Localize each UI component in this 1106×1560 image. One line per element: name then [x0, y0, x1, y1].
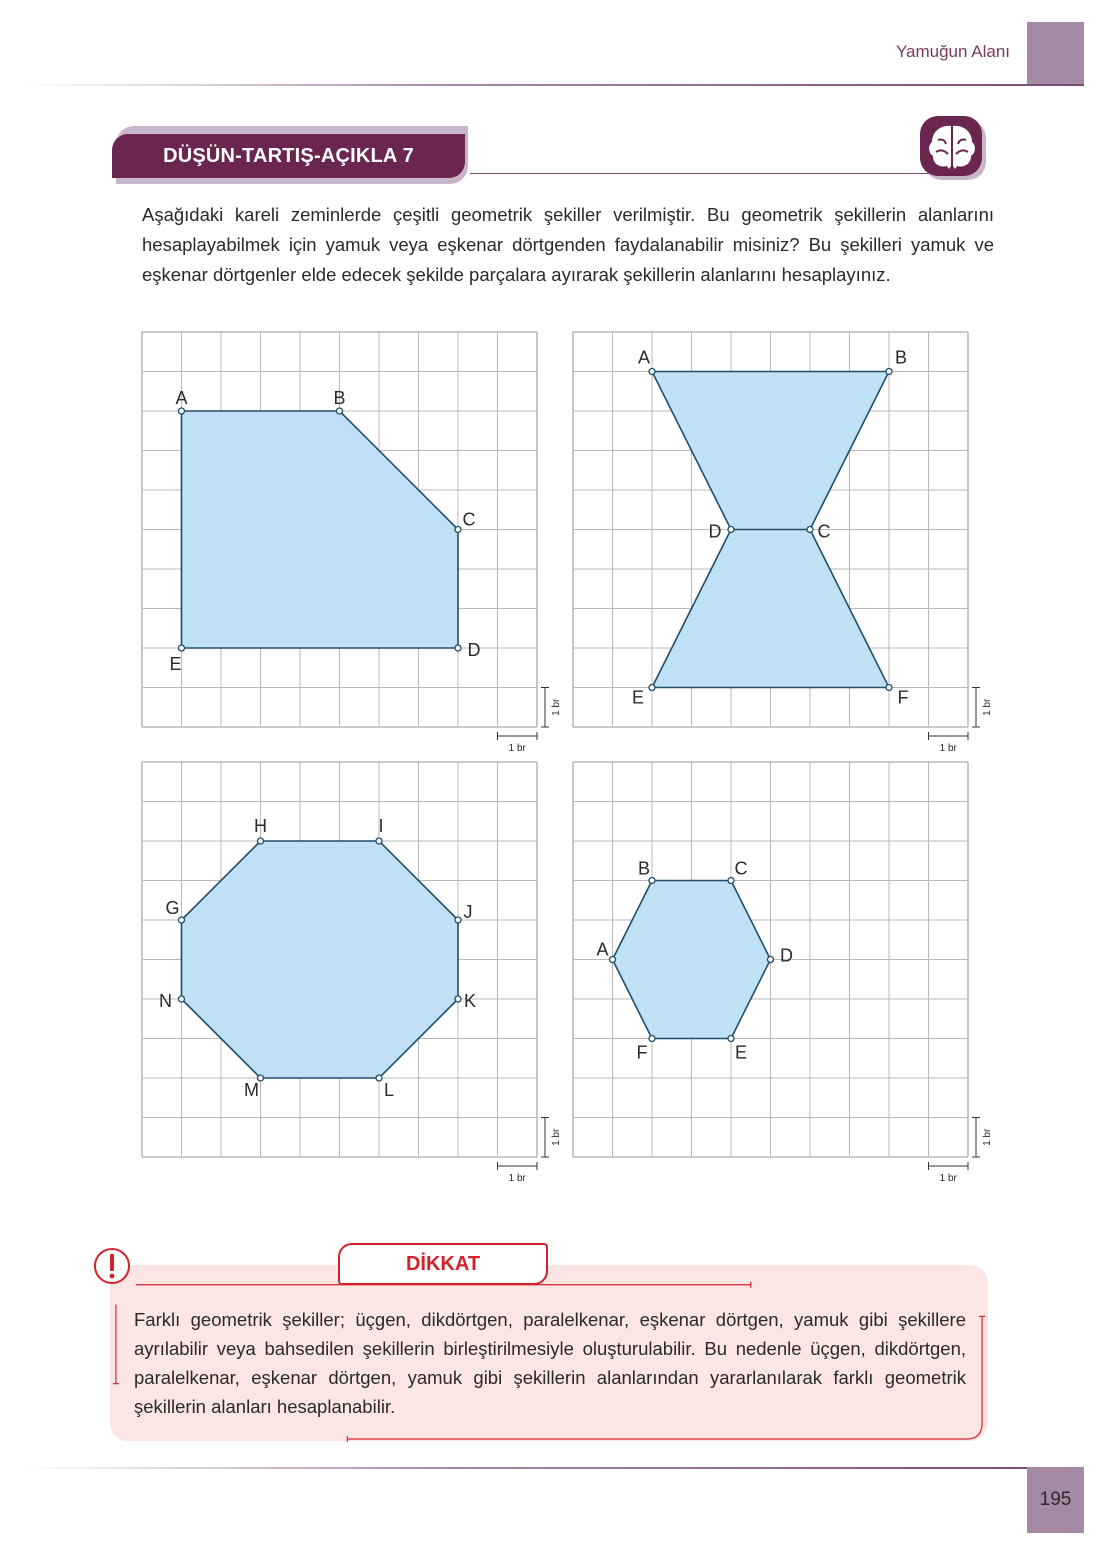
- unit-indicator: [929, 688, 981, 741]
- hexagon-shape: [613, 881, 771, 1039]
- vertex-label-B: B: [637, 858, 651, 879]
- vertex-label-A: A: [175, 388, 188, 408]
- section-divider: [470, 173, 940, 174]
- exclamation-icon: [92, 1246, 132, 1286]
- vertex-C: [728, 878, 734, 884]
- vertex-label-F: F: [636, 1042, 648, 1063]
- vertex-E: [179, 645, 185, 651]
- intro-paragraph: Aşağıdaki kareli zeminlerde çeşitli geometrik şekiller verilmiştir. Bu geometrik şekillerin alanlarını hesaplayabilmek için yamuk veya eşkenar dörtgenden faydalanabilir misiniz? Bu şekilleri yamuk ve eşkenar dörtgenler elde edecek şekilde parçalara ayırarak şekillerin alanlarını hesaplayınız.: [142, 204, 994, 285]
- vertex-D: [455, 645, 461, 651]
- octagon-shape: [182, 841, 459, 1078]
- vertex-label-C: C: [462, 509, 476, 530]
- vertex-B: [337, 408, 343, 414]
- vertex-label-J: J: [463, 902, 473, 922]
- vertex-L: [376, 1075, 382, 1081]
- grid-figure-octagon: [130, 750, 570, 1190]
- vertex-K: [455, 996, 461, 1002]
- vertex-label-D: D: [467, 640, 481, 660]
- unit-label-vertical: 1 br: [982, 698, 993, 716]
- grid-figure-hourglass: [561, 320, 1001, 760]
- vertex-E: [728, 1036, 734, 1042]
- vertex-C: [807, 527, 813, 533]
- vertex-label-K: K: [463, 991, 477, 1011]
- vertex-label-D: D: [780, 945, 793, 966]
- vertex-B: [886, 369, 892, 375]
- vertex-A: [649, 369, 655, 375]
- vertex-D: [728, 527, 734, 533]
- dikkat-title: DİKKAT: [338, 1243, 548, 1285]
- vertex-label-E: E: [631, 687, 645, 708]
- section-title: DÜŞÜN-TARTIŞ-AÇIKLA 7: [112, 134, 465, 178]
- unit-label-vertical: 1 br: [551, 1128, 562, 1146]
- vertex-label-B: B: [333, 388, 346, 408]
- grid-figure-hexagon: [561, 750, 1001, 1190]
- vertex-label-N: N: [159, 991, 172, 1011]
- unit-indicator: [929, 1118, 981, 1171]
- unit-indicator: [498, 1118, 550, 1171]
- vertex-J: [455, 917, 461, 923]
- pentagon-shape: [182, 411, 459, 648]
- vertex-label-C: C: [817, 521, 831, 542]
- vertex-label-B: B: [894, 347, 908, 368]
- header-tab: [1027, 22, 1084, 85]
- vertex-label-F: F: [897, 687, 909, 708]
- running-header: Yamuğun Alanı: [895, 42, 1010, 61]
- vertex-label-I: I: [378, 816, 384, 836]
- vertex-label-E: E: [734, 1042, 748, 1063]
- unit-label-horizontal: 1 br: [508, 743, 526, 754]
- unit-label-horizontal: 1 br: [939, 743, 957, 754]
- vertex-label-M: M: [244, 1080, 259, 1100]
- dikkat-text: Farklı geometrik şekiller; üçgen, dikdörtgen, paralelkenar, eşkenar dörtgen, yamuk gibi şekillere ayrılabilir veya bahsedilen şekillerin birleştirilmesiyle oluşturulabilir. Bu nedenle üçgen, dikdörtgen, paralelkenar, eşkenar dörtgen, yamuk gibi şekillerin alanlarından yararlanılarak farklı geometrik şekillerin alanları hesaplanabilir.: [134, 1309, 966, 1417]
- vertex-E: [649, 685, 655, 691]
- vertex-I: [376, 838, 382, 844]
- vertex-C: [455, 527, 461, 533]
- unit-label-vertical: 1 br: [551, 698, 562, 716]
- vertex-A: [610, 957, 616, 963]
- vertex-label-H: H: [254, 816, 267, 836]
- header-divider: [22, 84, 1084, 86]
- brain-puzzle-icon: [918, 116, 988, 182]
- vertex-H: [258, 838, 264, 844]
- unit-label-horizontal: 1 br: [508, 1173, 526, 1184]
- vertex-F: [649, 1036, 655, 1042]
- vertex-label-C: C: [734, 858, 748, 879]
- vertex-F: [886, 685, 892, 691]
- page-number: 195: [1027, 1467, 1084, 1533]
- vertex-label-L: L: [383, 1080, 395, 1100]
- unit-label-vertical: 1 br: [982, 1128, 993, 1146]
- unit-indicator: [498, 688, 550, 741]
- vertex-label-G: G: [165, 898, 180, 918]
- grid-figure-pentagon: [130, 320, 570, 760]
- vertex-D: [768, 957, 774, 963]
- footer-divider: [22, 1467, 1084, 1469]
- vertex-N: [179, 996, 185, 1002]
- unit-label-horizontal: 1 br: [939, 1173, 957, 1184]
- vertex-A: [179, 408, 185, 414]
- vertex-label-D: D: [708, 521, 722, 542]
- vertex-label-A: A: [637, 347, 651, 368]
- vertex-label-E: E: [169, 654, 182, 674]
- vertex-label-A: A: [596, 939, 609, 960]
